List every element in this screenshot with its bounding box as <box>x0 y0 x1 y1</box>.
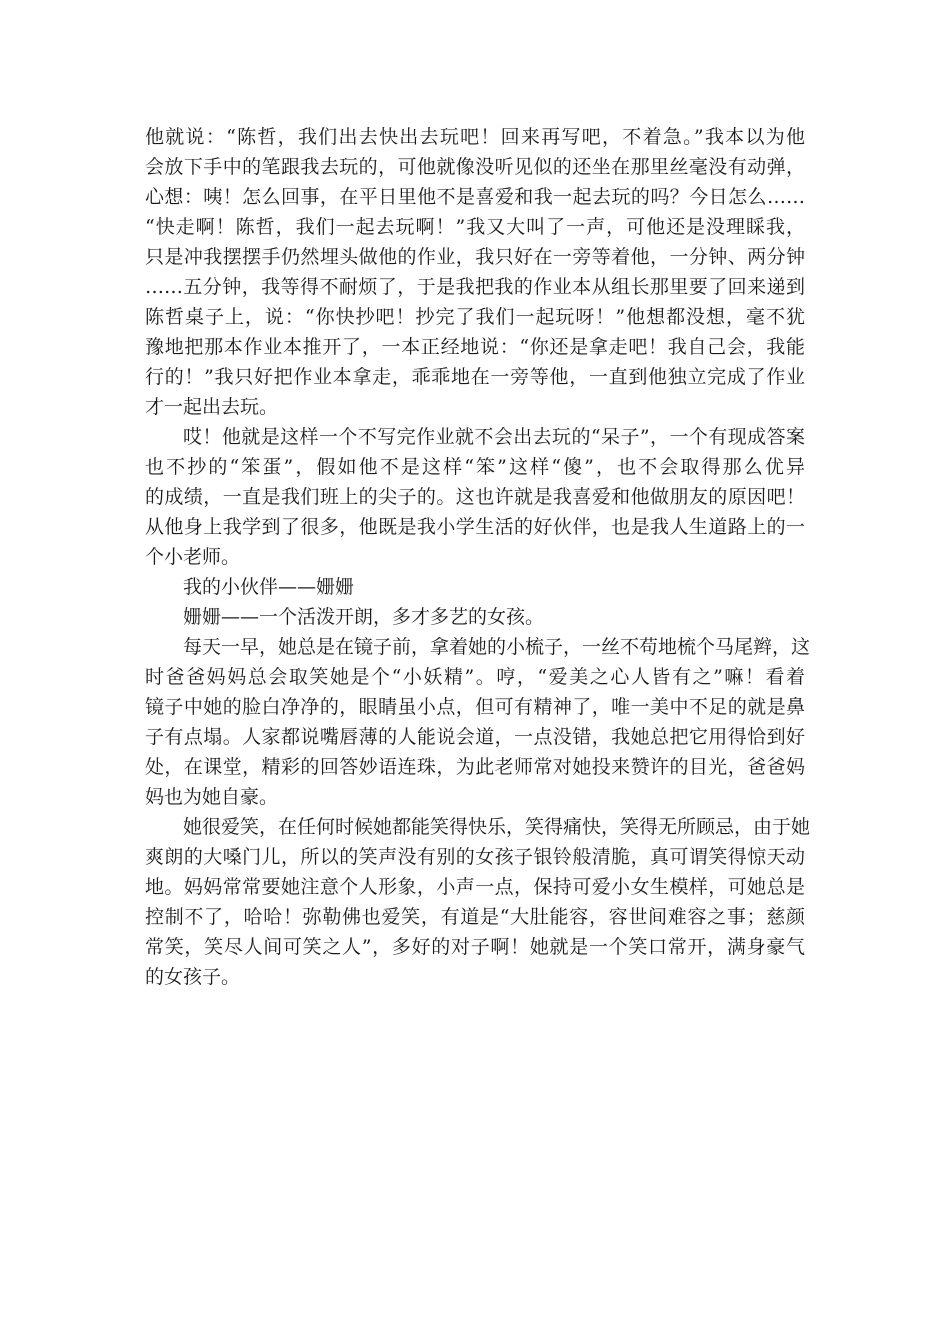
text-line: 从他身上我学到了很多，他既是我小学生活的好伙伴，也是我人生道路上的一 <box>145 516 805 538</box>
text-line: 时爸爸妈妈总会取笑她是个“小妖精”。哼，“爱美之心人皆有之”嘛！看着 <box>145 666 805 688</box>
paragraph-1 <box>145 122 805 422</box>
text-line: 处，在课堂，精彩的回答妙语连珠，为此老师常对她投来赞许的目光，爸爸妈 <box>145 756 805 778</box>
text-line: 陈哲桌子上，说：“你快抄吧！抄完了我们一起玩呀！”他想都没想，毫不犹 <box>145 306 805 328</box>
text-line: 每天一早，她总是在镜子前，拿着她的小梳子，一丝不苟地梳个马尾辫，这 <box>183 636 811 658</box>
text-line: 妈也为她自豪。 <box>145 786 279 808</box>
text-line: 只是冲我摆摆手仍然埋头做他的作业，我只好在一旁等着他，一分钟、两分钟 <box>145 246 805 268</box>
text-line: 爽朗的大嗓门儿，所以的笑声没有别的女孩子银铃般清脆，真可谓笑得惊天动 <box>145 846 805 868</box>
text-line: 个小老师。 <box>145 546 241 568</box>
paragraph-5 <box>145 812 811 992</box>
paragraph-2 <box>145 422 805 572</box>
text-line: 行的！”我只好把作业本拿走，乖乖地在一旁等他，一直到他独立完成了作业 <box>145 366 805 388</box>
paragraph-intro <box>145 602 805 632</box>
text-line: 她很爱笑，在任何时候她都能笑得快乐，笑得痛快，笑得无所顾忌，由于她 <box>183 816 811 838</box>
text-line: 控制不了，哈哈！弥勒佛也爱笑，有道是“大肚能容，容世间难容之事；慈颜 <box>145 906 805 928</box>
section-title: 我的小伙伴——姗姗 <box>183 576 355 598</box>
text-line: “快走啊！陈哲，我们一起去玩啊！”我又大叫了一声，可他还是没理睬我， <box>145 216 805 238</box>
text-line: 的成绩，一直是我们班上的尖子的。这也许就是我喜爱和他做朋友的原因吧！ <box>145 486 805 508</box>
document-page <box>145 122 811 992</box>
text-line: 豫地把那本作业本推开了，一本正经地说：“你还是拿走吧！我自己会，我能 <box>145 336 805 358</box>
text-line: 也不抄的“笨蛋”，假如他不是这样“笨”这样“傻”，也不会取得那么优异 <box>145 456 805 478</box>
text-line: 姗姗——一个活泼开朗，多才多艺的女孩。 <box>183 606 545 628</box>
paragraph-4 <box>145 632 811 812</box>
section-heading <box>145 572 805 602</box>
text-line: 子有点塌。人家都说嘴唇薄的人能说会道，一点没错，我她总把它用得恰到好 <box>145 726 805 748</box>
text-line: 才一起出去玩。 <box>145 396 279 418</box>
text-line: 的女孩子。 <box>145 966 241 988</box>
text-line: ……五分钟，我等得不耐烦了，于是我把我的作业本从组长那里要了回来递到 <box>145 276 805 298</box>
text-line: 心想：咦！怎么回事，在平日里他不是喜爱和我一起去玩的吗？今日怎么…… <box>145 186 805 208</box>
text-line: 地。妈妈常常要她注意个人形象，小声一点，保持可爱小女生模样，可她总是 <box>145 876 805 898</box>
text-line: 常笑，笑尽人间可笑之人”，多好的对子啊！她就是一个笑口常开，满身豪气 <box>145 936 805 958</box>
text-line: 镜子中她的脸白净净的，眼睛虽小点，但可有精神了，唯一美中不足的就是鼻 <box>145 696 805 718</box>
text-line: 会放下手中的笔跟我去玩的，可他就像没听见似的还坐在那里丝毫没有动弹， <box>145 156 805 178</box>
text-line: 他就说：“陈哲，我们出去快出去玩吧！回来再写吧，不着急。”我本以为他 <box>145 126 805 148</box>
text-line: 哎！他就是这样一个不写完作业就不会出去玩的“呆子”，一个有现成答案 <box>183 426 805 448</box>
